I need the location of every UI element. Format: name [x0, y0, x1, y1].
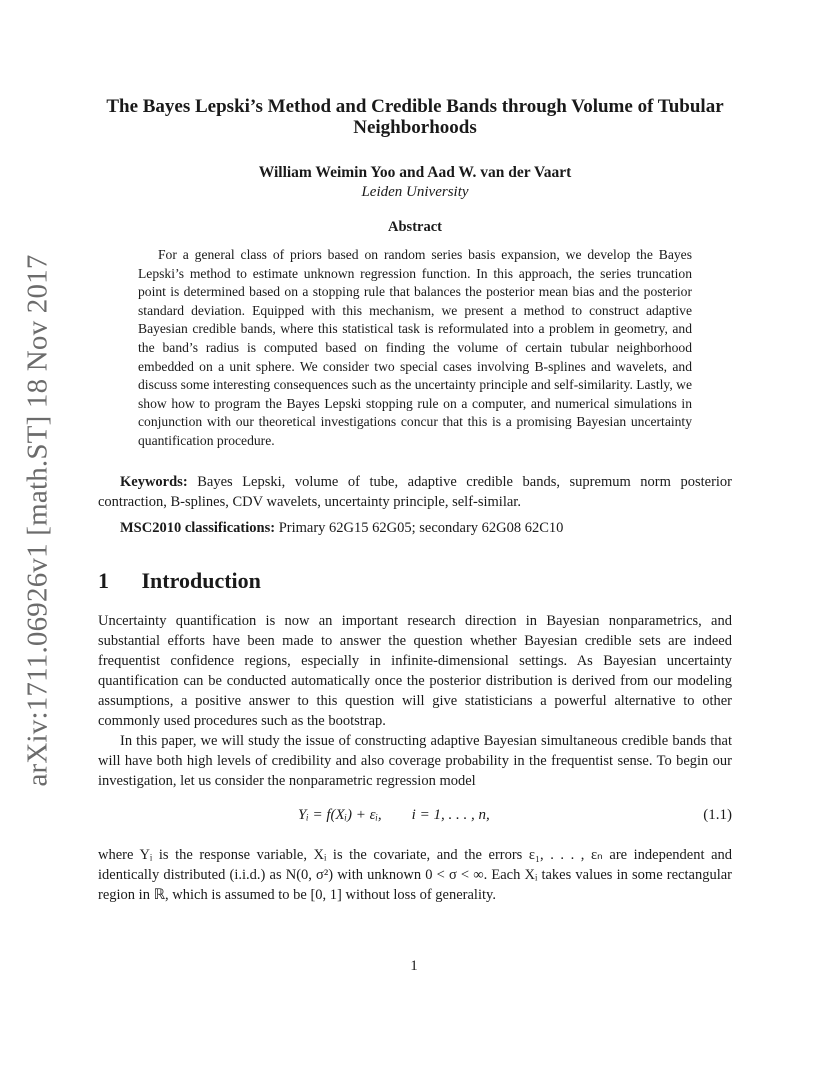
section-title: Introduction [141, 567, 261, 593]
msc-label: MSC2010 classifications: [120, 519, 276, 536]
paper-page [98, 96, 732, 905]
section-number: 1 [98, 567, 109, 593]
intro-paragraph-3: where Yᵢ is the response variable, Xᵢ is the covariate, and the errors ε₁, . . . , εₙ are independent and identically distributed (i.i.d.) as N(0, σ²) with unknown 0 < σ < ∞. Each Xᵢ takes values in some rectangular region in ℝ, which is assumed to be [0, 1] without loss of generality. [98, 846, 732, 903]
intro-paragraph-1: Uncertainty quantification is now an important research direction in Bayesian nonparametrics, and substantial efforts have been made to answer the question whether Bayesian credible sets are indeed frequentist confidence regions, especially in infinite-dimensional settings. As Bayesian uncertainty quantification can be conducted automatically once the posterior distribution is derived from our modeling assumptions, a positive answer to this question will give statisticians a powerful alternative to other commonly used procedures such as the bootstrap. [98, 612, 732, 729]
section-heading [98, 568, 732, 594]
equation-number: (1.1) [703, 806, 732, 823]
paper-title: The Bayes Lepski’s Method and Credible Bands through Volume of Tubular Neighborhoods [106, 96, 724, 138]
equation-1-1 [98, 807, 732, 833]
equation-body: Yᵢ = f(Xᵢ) + εᵢ, i = 1, . . . , n, [298, 806, 490, 823]
author-affiliation: Leiden University [361, 184, 469, 200]
abstract-heading: Abstract [388, 219, 442, 235]
intro-paragraph-2: In this paper, we will study the issue of constructing adaptive Bayesian simultaneous credible bands that will have both high levels of credibility and also coverage probability in the frequentist sense. To begin our investigation, let us consider the nonparametric regression model [98, 732, 732, 789]
arxiv-identifier-text: arXiv:1711.06926v1 [math.ST] 18 Nov 2017 [21, 253, 54, 787]
abstract-text: For a general class of priors based on random series basis expansion, we develop the Bayes Lepski’s method to estimate unknown regression function. In this approach, the series truncation point is determined based on a stopping rule that balances the posterior mean bias and the posterior standard deviation. Equipped with this mechanism, we present a method to construct adaptive Bayesian credible bands, where this statistical task is reformulated into a problem in geometry, and the band’s radius is computed based on finding the volume of certain tubular neighborhood embedded on a unit sphere. We consider two special cases involving B-splines and wavelets, and discuss some interesting consequences such as the uncertainty principle and self-similarity. Lastly, we show how to program the Bayes Lepski stopping rule on a computer, and numerical simulations in conjunction with our theoretical investigations concur that this is a promising Bayesian uncertainty quantification procedure. [138, 247, 692, 448]
msc-text: Primary 62G15 62G05; secondary 62G08 62C10 [278, 519, 564, 536]
keywords-text: Bayes Lepski, volume of tube, adaptive credible bands, supremum norm posterior contraction, B-splines, CDV wavelets, uncertainty principle, self-similar. [98, 473, 732, 510]
page-number: 1 [410, 958, 418, 974]
arxiv-identifier [8, 253, 68, 787]
keywords-label: Keywords: [120, 473, 188, 490]
paper-authors: William Weimin Yoo and Aad W. van der Vaart [258, 164, 572, 181]
msc-classifications [98, 518, 732, 538]
keywords [98, 472, 732, 512]
